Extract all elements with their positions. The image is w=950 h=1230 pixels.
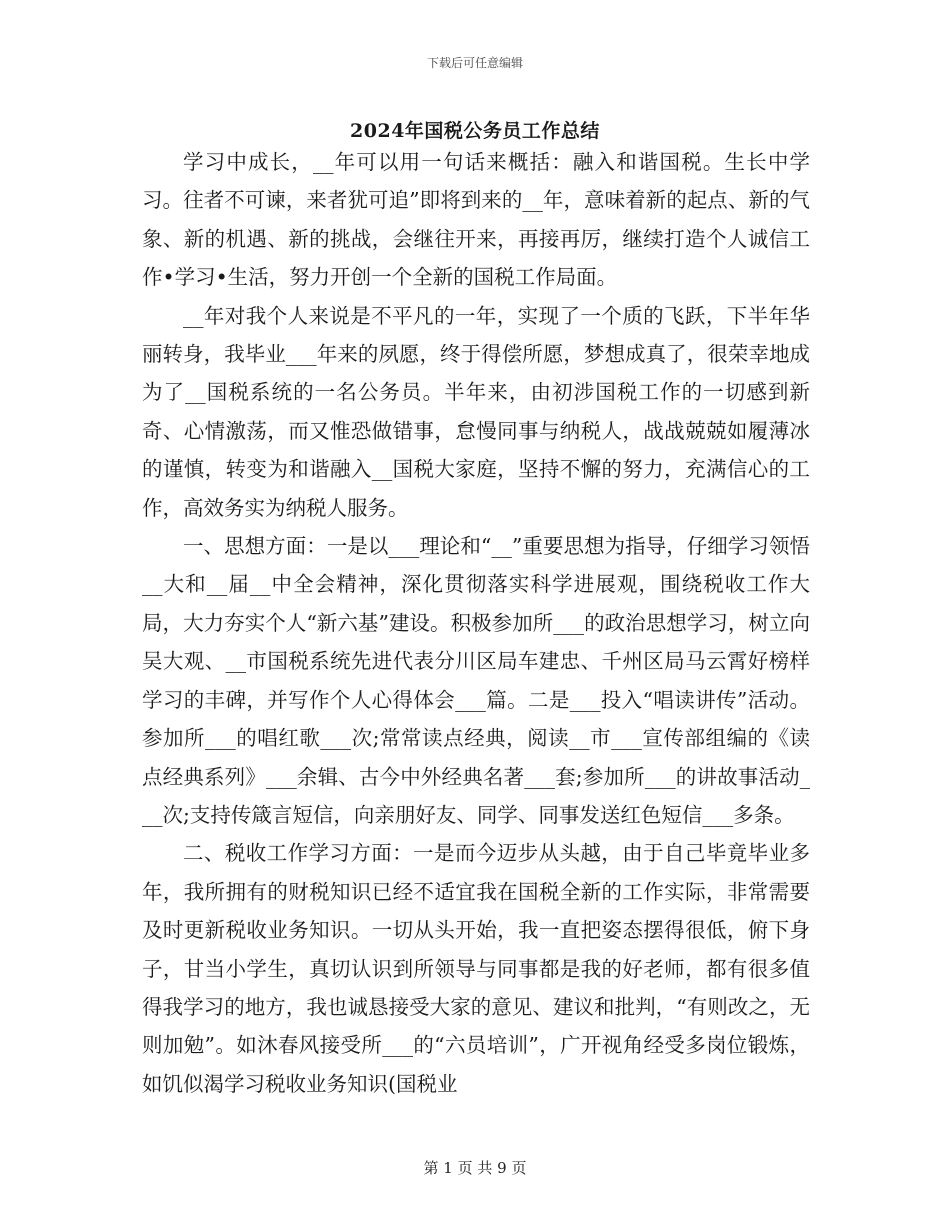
document-title: 2024年国税公务员工作总结 bbox=[350, 120, 600, 142]
paragraph-tax-work-study: 二、税收工作学习方面：一是而今迈步从头越，由于自己毕竟毕业多年，我所拥有的财税知识已经不适宜我在国税全新的工作实际，非常需要及时更新税收业务知识。一切从头开始，我一直把姿态摆得很低，俯下身子，甘当小学生，真切认识到所领导与同事都是我的好老师，都有很多值得我学习的地方，我也诚恳接受大家的意见、建议和批判，“有则改之，无则加勉”。如沐春风接受所___的“六员培训”，广开视角经受多岗位锻炼，如饥似渴学习税收业务知识(国税业 bbox=[142, 841, 810, 1096]
paragraph-personal-year: __年对我个人来说是不平凡的一年，实现了一个质的飞跃，下半年华丽转身，我毕业___年来的夙愿，终于得偿所愿，梦想成真了，很荣幸地成为了__国税系统的一名公务员。半年来，由初涉国税工作的一切感到新奇、心情激荡，而又惟恐做错事，怠慢同事与纳税人，战战兢兢如履薄冰的谨慎，转变为和谐融入__国税大家庭，坚持不懈的努力，充满信心的工作，高效务实为纳税人服务。 bbox=[142, 303, 810, 520]
page-number: 第 1 页 共 9 页 bbox=[423, 1159, 527, 1177]
document-body bbox=[142, 143, 810, 1103]
paragraph-intro: 学习中成长，__年可以用一句话来概括：融入和谐国税。生长中学习。往者不可谏，来者犹可追”即将到来的__年，意味着新的起点、新的气象、新的机遇、新的挑战，会继往开来，再接再厉，继续打造个人诚信工作•学习•生活，努力开创一个全新的国税工作局面。 bbox=[142, 150, 810, 290]
header-note: 下载后可任意编辑 bbox=[426, 56, 523, 70]
paragraph-ideology: 一、思想方面：一是以___理论和“__”重要思想为指导，仔细学习领悟__大和__届__中全会精神，深化贯彻落实科学进展观，围绕税收工作大局，大力夯实个人“新六基”建设。积极参加所___的政治思想学习，树立向吴大观、__市国税系统先进代表分川区局车建忠、千州区局马云霄好榜样学习的丰碑，并写作个人心得体会___篇。二是___投入“唱读讲传”活动。参加所___的唱红歌___次;常常读点经典，阅读__市___宣传部组编的《读点经典系列》___余辑、古今中外经典名著___套;参加所___的讲故事活动___次;支持传箴言短信，向亲朋好友、同学、同事发送红色短信___多条。 bbox=[142, 534, 810, 827]
